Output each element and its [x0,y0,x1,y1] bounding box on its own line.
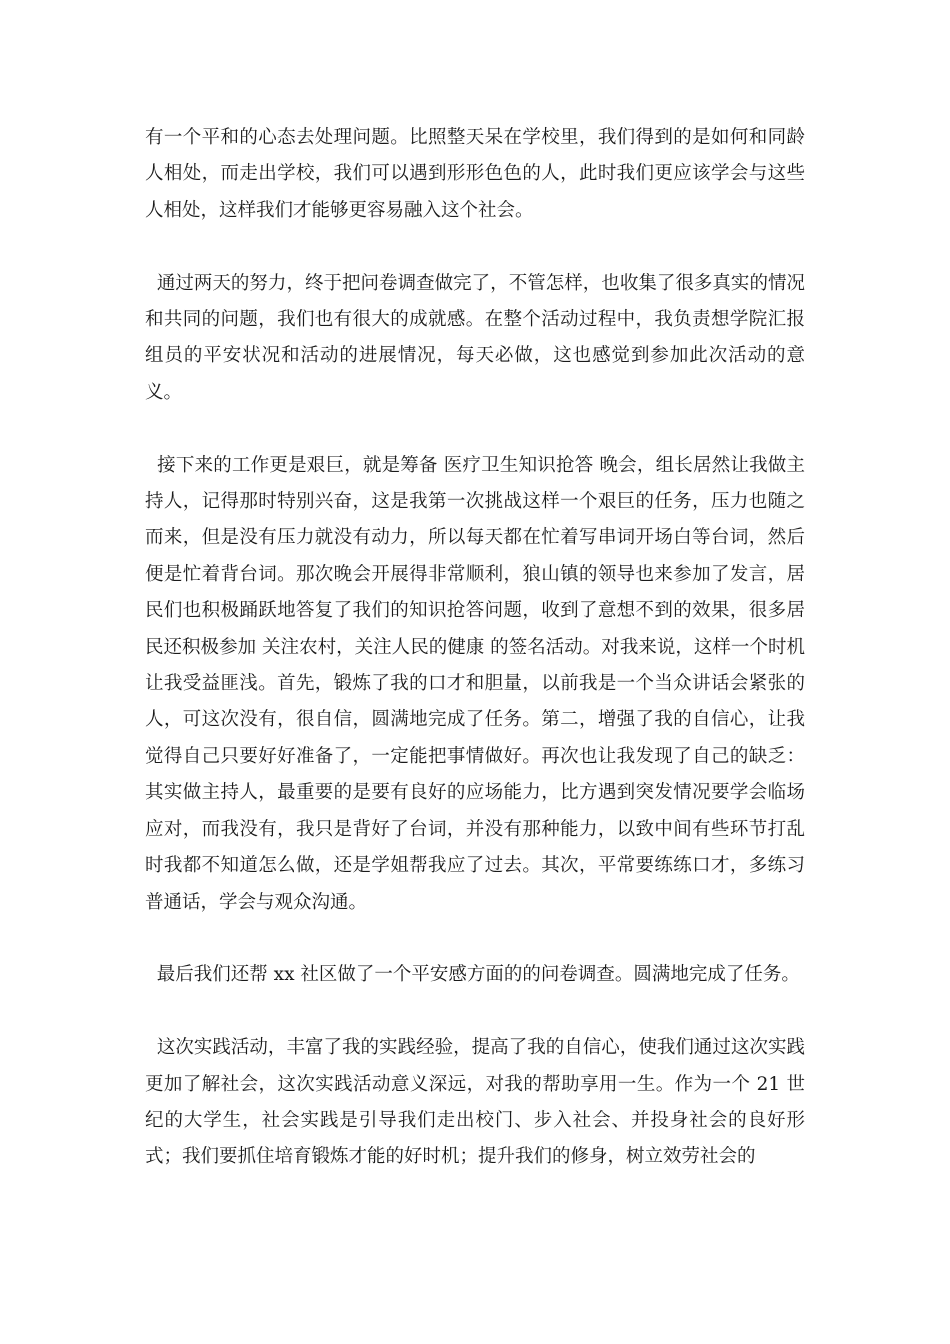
paragraph-2: 通过两天的努力，终于把问卷调查做完了，不管怎样，也收集了很多真实的情况和共同的问题，我们也有很大的成就感。在整个活动过程中，我负责想学院汇报组员的平安状况和活动的进展情况，每天必做，这也感觉到参加此次活动的意义。 [145,272,805,403]
document-body [145,120,805,1176]
paragraph-3: 接下来的工作更是艰巨，就是筹备 医疗卫生知识抢答 晚会，组长居然让我做主持人，记得那时特别兴奋，这是我第一次挑战这样一个艰巨的任务，压力也随之而来，但是没有压力就没有动力，所以每天都在忙着写串词开场白等台词，然后便是忙着背台词。那次晚会开展得非常顺利，狼山镇的领导也来参加了发言，居民们也积极踊跃地答复了我们的知识抢答问题，收到了意想不到的效果，很多居民还积极参加 关注农村，关注人民的健康 的签名活动。对我来说，这样一个时机让我受益匪浅。首先，锻炼了我的口才和胆量，以前我是一个当众讲话会紧张的人，可这次没有，很自信，圆满地完成了任务。第二，增强了我的自信心，让我觉得自己只要好好准备了，一定能把事情做好。再次也让我发现了自己的缺乏：其实做主持人，最重要的是要有良好的应场能力，比方遇到突发情况要学会临场应对，而我没有，我只是背好了台词，并没有那种能力，以致中间有些环节打乱时我都不知道怎么做，还是学姐帮我应了过去。其次，平常要练练口才，多练习普通话，学会与观众沟通。 [145,454,806,913]
paragraph-4: 最后我们还帮 xx 社区做了一个平安感方面的的问卷调查。圆满地完成了任务。 [145,964,800,986]
paragraph-1: 有一个平和的心态去处理问题。比照整天呆在学校里，我们得到的是如何和同龄人相处，而走出学校，我们可以遇到形形色色的人，此时我们更应该学会与这些人相处，这样我们才能够更容易融入这个社会。 [145,127,805,221]
paragraph-5: 这次实践活动，丰富了我的实践经验，提高了我的自信心，使我们通过这次实践更加了解社会，这次实践活动意义深远，对我的帮助享用一生。作为一个 21 世纪的大学生，社会实践是引导我们走出校门、步入社会、并投身社会的良好形式；我们要抓住培育锻炼才能的好时机；提升我们的修身，树立效劳社会的 [145,1037,805,1168]
